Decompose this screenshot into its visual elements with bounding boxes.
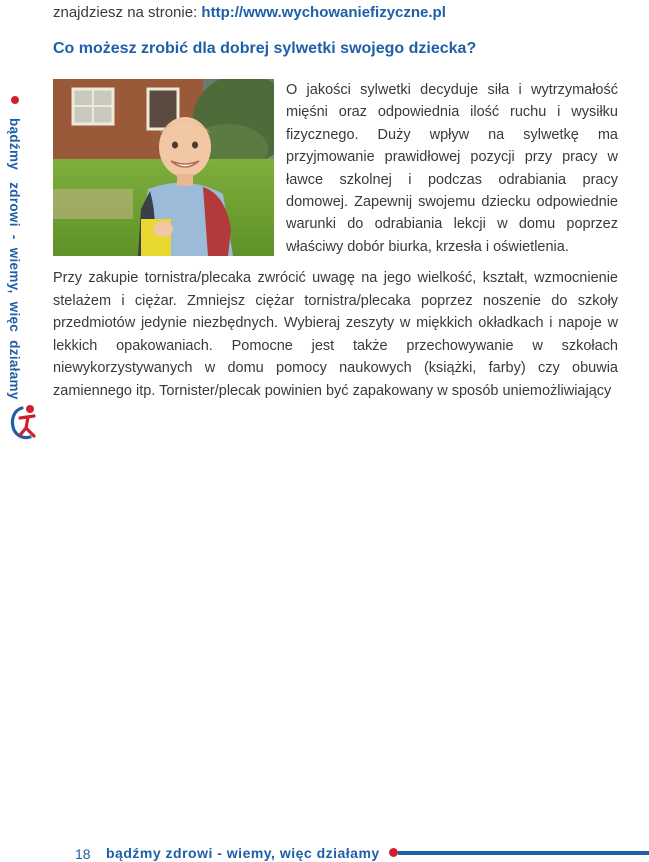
- intro-text: znajdziesz na stronie:: [53, 4, 202, 21]
- footer-red-dot: [389, 848, 398, 857]
- footer-slogan: bądźmy zdrowi - wiemy, więc działamy: [106, 845, 380, 861]
- side-rail: [0, 0, 36, 449]
- boy-photo-illustration: [53, 79, 274, 256]
- side-word-3: wiemy,: [7, 247, 22, 294]
- page-number: 18: [75, 846, 91, 862]
- footer-rule: [398, 851, 649, 855]
- side-red-dot: [11, 96, 19, 104]
- intro-line: [53, 4, 446, 21]
- website-link[interactable]: http://www.wychowaniefizyczne.pl: [201, 4, 446, 21]
- side-word-1: bądźmy: [7, 118, 22, 171]
- body-paragraph: Przy zakupie tornistra/plecaka zwrócić uwagę na jego wielkość, kształt, wzmocnienie stelażem i ciężar. Zmniejsz ciężar tornistra/plecaka poprzez noszenie do szkoły przedmiotów jedynie niezbędnych. Wybieraj zeszyty w miękkich okładkach i napoje w lekkich opakowaniach. Pomocne jest także przechowywanie w szkołach niewykorzystywanych w domu pomocy naukowych (książki, farby) czy obuwia zamiennego itp. Tornister/plecak powinien być zapakowany w sposób uniemożliwiający: [53, 270, 618, 399]
- side-word-5: działamy: [7, 340, 22, 400]
- boy-photo: [53, 79, 274, 256]
- side-separator: -: [7, 234, 22, 240]
- page-footer: [0, 418, 649, 862]
- wrap-paragraph: O jakości sylwetki decyduje siła i wytrzymałość mięśni oraz odpowiednia ilość ruchu i wysiłku fizycznego. Duży wpływ na sylwetkę ma przyjmowanie prawidłowej pozycji przy pracy w ławce szkolnej i podczas odrabiania pracy domowej. Zapewnij swojemu dziecku odpowiednie warunki do odrabiania lekcji w domu poprzez właściwy dobór biurka, krzesła i oświetlenia.: [286, 82, 618, 255]
- section-heading: Co możesz zrobić dla dobrej sylwetki swojego dziecka?: [53, 40, 477, 57]
- side-word-4: więc: [7, 301, 22, 333]
- side-word-2: zdrowi: [7, 182, 22, 227]
- side-slogan: [7, 118, 22, 400]
